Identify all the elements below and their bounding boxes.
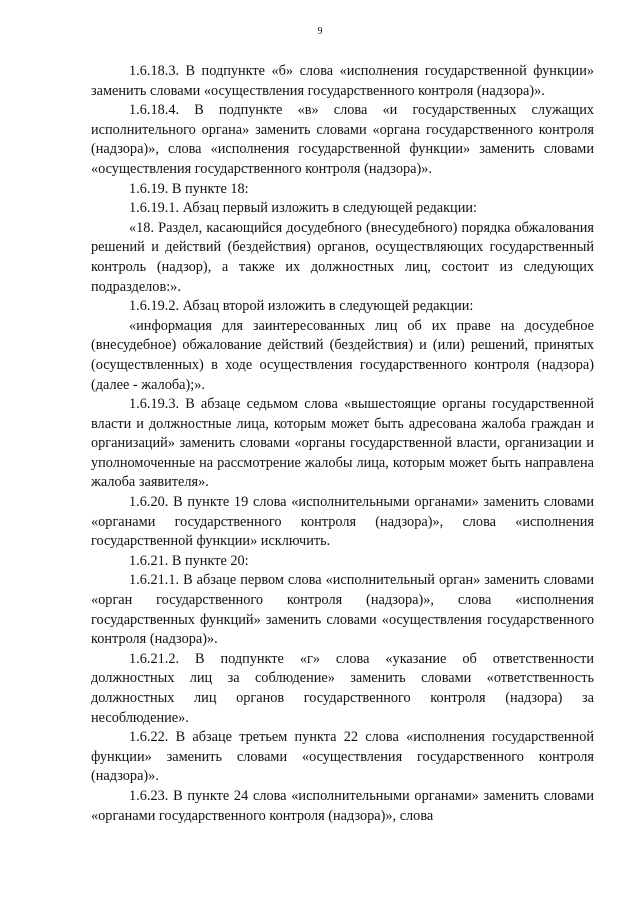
paragraph-1-6-20: 1.6.20. В пункте 19 слова «исполнительными органами» заменить словами «органами государственного контроля (надзора)», слова «исполнения государственной функции» исключить.: [91, 494, 594, 550]
paragraph-1-6-18-3: 1.6.18.3. В подпункте «б» слова «исполнения государственной функции» заменить словами «осуществления государственного контроля (надзора)».: [91, 63, 594, 99]
quoted-paragraph-information: «информация для заинтересованных лиц об их праве на досудебное (внесудебное) обжалование действий (бездействия) и (или) решений, принятых (осуществленных) в ходе осуществления государственного контроля (надзора) (далее - жалоба);».: [91, 317, 594, 393]
paragraph-1-6-19: 1.6.19. В пункте 18:: [129, 180, 249, 197]
quoted-paragraph-18: «18. Раздел, касающийся досудебного (внесудебного) порядка обжалования решений и действий (бездействия) органов, осуществляющих государственный контроль (надзор), а также их должностных лиц, состоит из следующих подразделов:».: [91, 219, 594, 295]
paragraph-1-6-21-1: 1.6.21.1. В абзаце первом слова «исполнительный орган» заменить словами «орган государственного контроля (надзора)», слова «исполнения государственных функций» заменить словами «осуществления государственного контроля (надзора)».: [91, 572, 594, 648]
paragraph-1-6-19-2: 1.6.19.2. Абзац второй изложить в следующей редакции:: [129, 298, 474, 315]
paragraph-1-6-19-1: 1.6.19.1. Абзац первый изложить в следующей редакции:: [129, 200, 477, 217]
paragraph-1-6-23: 1.6.23. В пункте 24 слова «исполнительными органами» заменить словами «органами государственного контроля (надзора)», слова: [91, 787, 594, 824]
paragraph-1-6-22: 1.6.22. В абзаце третьем пункта 22 слова «исполнения государственной функции» заменить словами «осуществления государственного контроля (надзора)».: [91, 729, 594, 785]
paragraph-1-6-19-3: 1.6.19.3. В абзаце седьмом слова «вышестоящие органы государственной власти и должностные лица, которым может быть адресована жалоба граждан и организаций» заменить словами «органы государственной власти, организации и уполномоченные на рассмотрение жалобы лица, которым может быть направлена жалоба заявителя».: [91, 396, 594, 491]
document-body: [91, 62, 594, 826]
paragraph-1-6-21-2: 1.6.21.2. В подпункте «г» слова «указание об ответственности должностных лиц за соблюдение» заменить словами «ответственность должностных лиц органов государственного контроля (надзора) за несоблюдение».: [91, 650, 594, 726]
paragraph-1-6-21: 1.6.21. В пункте 20:: [129, 552, 249, 569]
page-number: 9: [317, 26, 323, 37]
paragraph-1-6-18-4: 1.6.18.4. В подпункте «в» слова «и государственных служащих исполнительного органа» заменить словами «органа государственного контроля (надзора)», слова «исполнения государственной функции» заменить словами «осуществления государственного контроля (надзора)».: [91, 102, 594, 177]
